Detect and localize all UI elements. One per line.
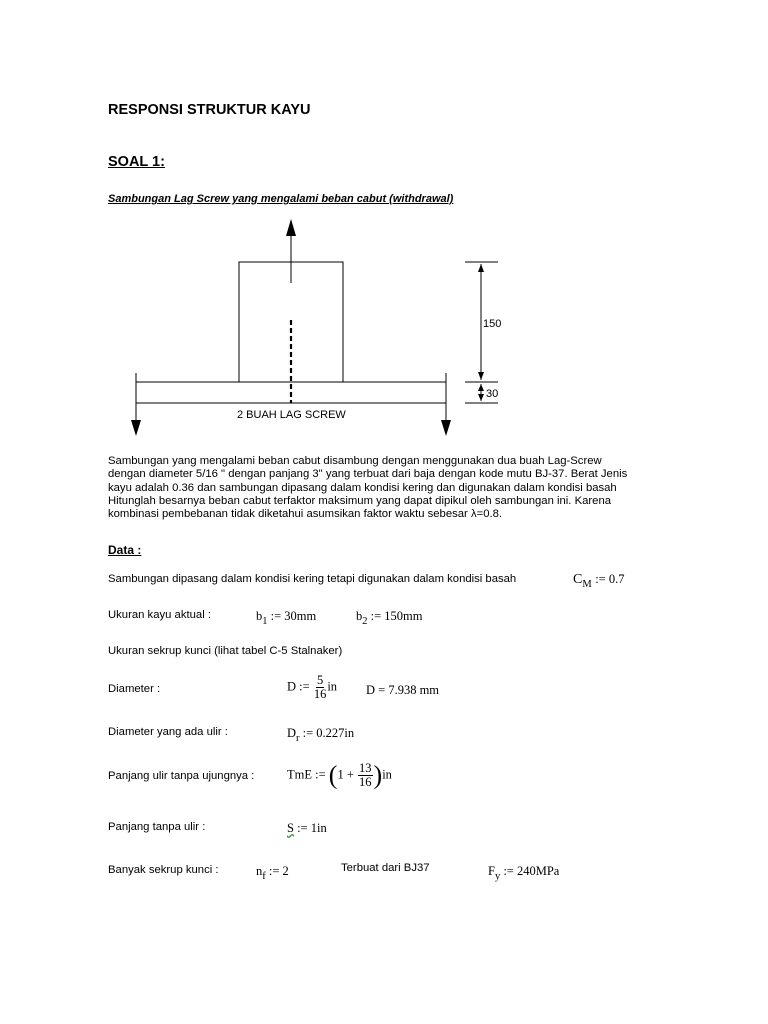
paragraph-line: dengan diameter 5/16 " dengan panjang 3" yang terbuat dari baja dengan kode mutu BJ-37. Berat Jenis xyxy=(108,468,628,481)
diameter-label: Diameter : xyxy=(108,683,161,695)
dimension-lines xyxy=(465,262,498,403)
diameter-ulir-label: Diameter yang ada ulir : xyxy=(108,726,228,738)
data-heading: Data : xyxy=(108,543,142,557)
paragraph-line: Sambungan yang mengalami beban cabut disambung dengan menggunakan dua buah Lag-Screw xyxy=(108,455,602,467)
fraction: $\frac{13}{16}$ xyxy=(359,761,372,789)
nf-expression: $n_f$ := 2 xyxy=(256,864,289,882)
document-title: RESPONSI STRUKTUR KAYU xyxy=(108,102,311,118)
kondisi-label: Sambungan dipasang dalam kondisi kering tetapi digunakan dalam kondisi basah xyxy=(108,573,517,585)
s-expression: S := 1in xyxy=(287,821,327,835)
withdrawal-load-arrow xyxy=(286,219,296,283)
diameter-result: D = 7.938 mm xyxy=(366,683,440,697)
sekrup-reference-label: Ukuran sekrup kunci (lihat tabel C-5 Stalnaker) xyxy=(108,645,343,657)
material-label: Terbuat dari BJ37 xyxy=(341,862,430,874)
screw-label: 2 BUAH LAG SCREW xyxy=(237,409,346,421)
diameter-expression: D := $\frac{5}{16}$ in xyxy=(287,673,338,701)
problem-paragraph xyxy=(108,455,668,521)
fy-expression: $F_y$ := 240MPa xyxy=(488,864,560,882)
paragraph-line: kombinasi pembebanan tidak diketahui asumsikan faktor waktu sebesar λ=0.8. xyxy=(108,508,503,521)
paragraph-line: kayu adalah 0.36 dan sambungan dipasang dalam kondisi kering dan digunakan dalam kondisi basah xyxy=(108,481,617,494)
paragraph-line: Hitunglah besarnya beban cabut terfaktor maksimum yang dapat dipikul oleh sambungan ini. Karena xyxy=(108,494,612,507)
lag-screw-diagram xyxy=(0,0,768,450)
soal-heading: SOAL 1: xyxy=(108,154,165,170)
ukuran-kayu-label: Ukuran kayu aktual : xyxy=(108,609,211,621)
panjang-ulir-label: Panjang ulir tanpa ujungnya : xyxy=(108,770,255,782)
dim-label-150: 150 xyxy=(483,318,502,330)
panjang-tanpa-ulir-label: Panjang tanpa ulir : xyxy=(108,821,206,833)
banyak-sekrup-label: Banyak sekrup kunci : xyxy=(108,864,219,876)
dim-label-30: 30 xyxy=(486,388,499,400)
tme-expression: TmE := (1 + $\frac{13}{16}$ )in xyxy=(287,760,392,790)
dr-expression: $D_r$ := 0.227in xyxy=(287,726,355,744)
b1-expression: $b_1$ := 30mm xyxy=(256,609,317,627)
problem-subtitle: Sambungan Lag Screw yang mengalami beban cabut (withdrawal) xyxy=(108,193,454,205)
cm-expression: $C_M$ := 0.7 xyxy=(573,572,625,590)
fraction: $\frac{5}{16}$ xyxy=(313,673,327,701)
b2-expression: $b_2$ := 150mm xyxy=(356,609,423,627)
